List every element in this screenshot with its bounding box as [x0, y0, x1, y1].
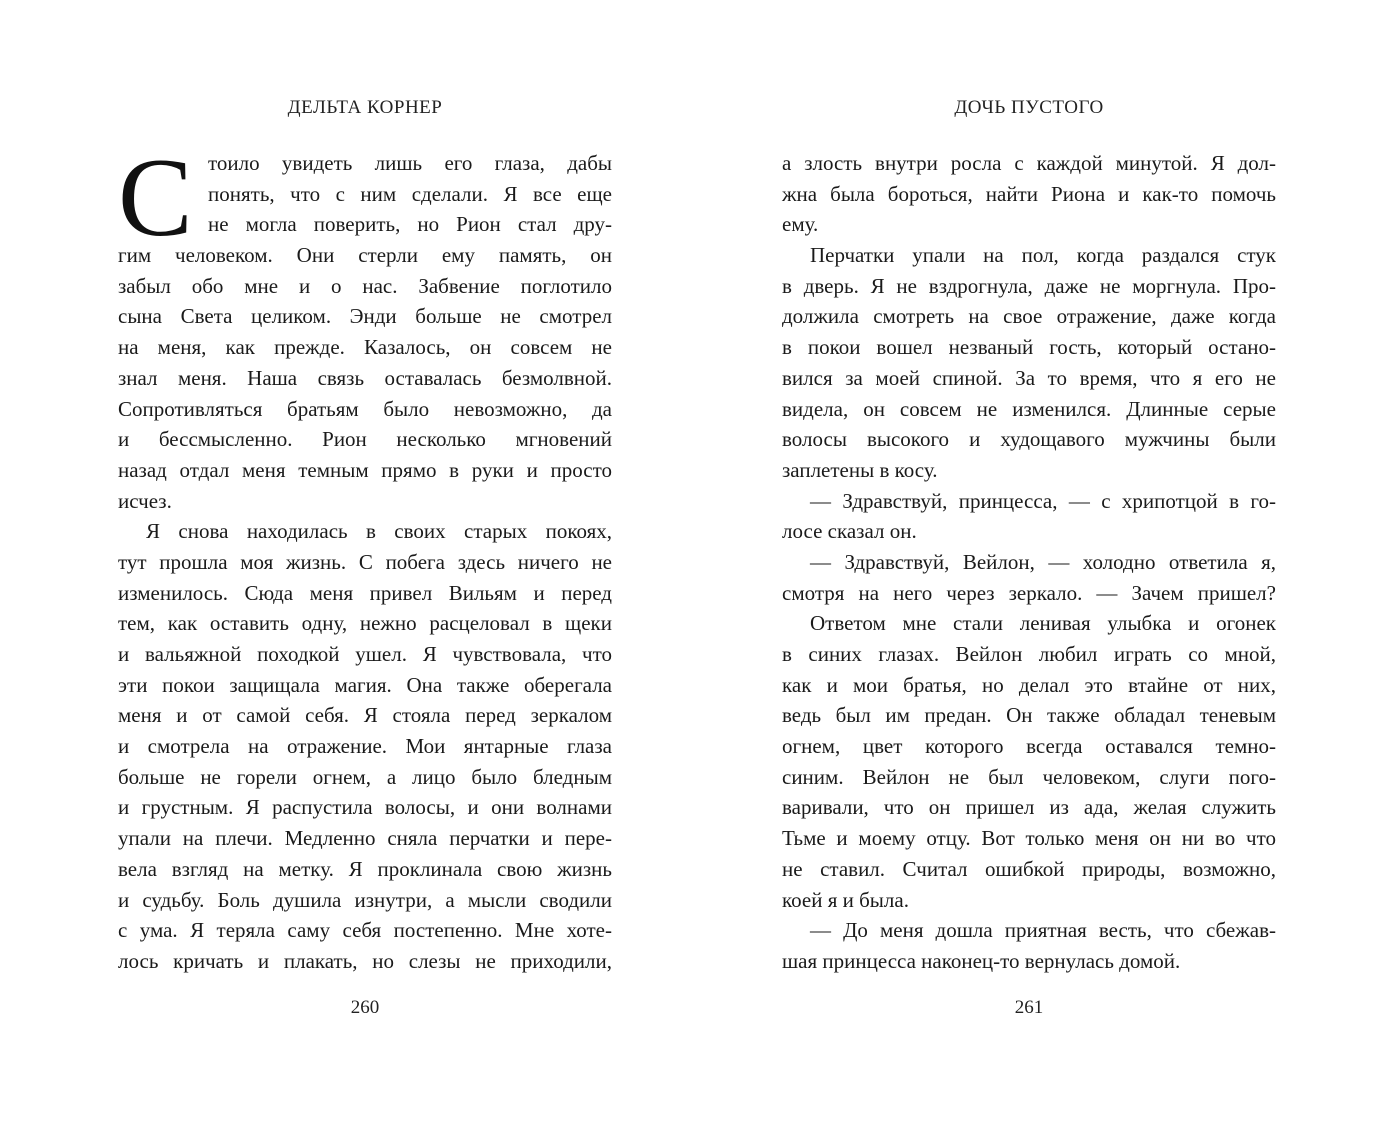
text-line: и вальяжной походкой ушел. Я чувствовала, что — [118, 642, 612, 666]
text-line: а злость внутри росла с каждой минутой. Я дол- — [782, 151, 1276, 175]
text-line: синим. Вейлон не был человеком, слуги пого- — [782, 764, 1276, 789]
text-line: назад отдал меня темным прямо в руки и просто — [118, 457, 612, 482]
running-head-left: ДЕЛЬТА КОРНЕР — [287, 97, 443, 118]
text-line: лось кричать и плакать, но слезы не приходили, — [118, 948, 612, 973]
text-line: с ума. Я теряла саму себя постепенно. Мне хоте- — [118, 918, 612, 943]
text-line: ему. — [782, 212, 819, 237]
left-page — [118, 0, 612, 1125]
text-line: вился за моей спиной. За то время, что я его не — [782, 365, 1276, 390]
text-line: Ответом мне стали ленивая улыбка и огонек — [810, 611, 1276, 636]
text-line: меня и от самой себя. Я стояла перед зеркалом — [118, 703, 612, 728]
text-line: Тьме и моему отцу. Вот только меня он ни во что — [782, 826, 1276, 851]
text-line: — До меня дошла приятная весть, что сбежав- — [810, 918, 1276, 943]
text-line: — Здравствуй, Вейлон, — холодно ответила я, — [810, 549, 1276, 574]
text-line: ведь был им предан. Он также обладал теневым — [782, 703, 1276, 728]
text-line: лосе сказал он. — [782, 519, 917, 544]
text-line: не ставил. Считал ошибкой природы, возможно, — [782, 856, 1276, 881]
text-line: волосы высокого и худощавого мужчины были — [782, 427, 1276, 452]
text-line: Сопротивляться братьям было невозможно, да — [118, 396, 612, 421]
text-line: тоило увидеть лишь его глаза, дабы — [208, 151, 612, 175]
text-line: должила смотреть на свое отражение, даже когда — [782, 304, 1276, 329]
text-line: смотря на него через зеркало. — Зачем пришел? — [782, 580, 1276, 605]
text-line: гим человеком. Они стерли ему память, он — [118, 243, 612, 268]
text-line: в дверь. Я не вздрогнула, даже не моргнула. Про- — [782, 273, 1276, 298]
text-line: коей я и была. — [782, 887, 909, 912]
text-line: понять, что с ним сделали. Я все еще — [208, 181, 612, 206]
text-line: забыл обо мне и о нас. Забвение поглотило — [118, 273, 612, 298]
text-line: в покои вошел незваный гость, который остано- — [782, 335, 1276, 360]
text-line: в синих глазах. Вейлон любил играть со мной, — [782, 642, 1276, 666]
text-line: заплетены в косу. — [782, 457, 938, 482]
text-line: знал меня. Наша связь оставалась безмолвной. — [118, 365, 612, 390]
text-line: больше не горели огнем, а лицо было бледным — [118, 764, 612, 789]
left-page-text — [118, 148, 612, 977]
text-line: тут прошла моя жизнь. С побега здесь ничего не — [118, 549, 612, 574]
text-line: упали на плечи. Медленно сняла перчатки и пере- — [118, 826, 612, 851]
text-line: Перчатки упали на пол, когда раздался стук — [810, 243, 1276, 268]
text-line: и судьбу. Боль душила изнутри, а мысли сводили — [118, 887, 612, 912]
text-line: не могла поверить, но Рион стал дру- — [208, 212, 612, 237]
text-line: исчез. — [118, 488, 172, 513]
text-line: Я снова находилась в своих старых покоях, — [146, 519, 612, 544]
text-line: сына Света целиком. Энди больше не смотрел — [118, 304, 612, 329]
right-page-text — [782, 148, 1276, 977]
page-number-right: 261 — [1014, 997, 1044, 1018]
text-line: эти покои защищала магия. Она также оберегала — [118, 672, 612, 697]
text-line: и бессмысленно. Рион несколько мгновений — [118, 427, 612, 452]
text-line: вела взгляд на метку. Я проклинала свою жизнь — [118, 856, 612, 881]
text-line: как и мои братья, но делал это втайне от них, — [782, 672, 1276, 697]
text-line: тем, как оставить одну, нежно расцеловал в щеки — [118, 611, 612, 636]
text-line: варивали, что он пришел из ада, желая служить — [782, 795, 1276, 820]
text-line: огнем, цвет которого всегда оставался темно- — [782, 734, 1276, 759]
text-line: видела, он совсем не изменился. Длинные серые — [782, 396, 1276, 421]
text-line: и грустным. Я распустила волосы, и они волнами — [118, 795, 612, 820]
text-line: на меня, как прежде. Казалось, он совсем не — [118, 335, 612, 360]
right-page — [782, 0, 1276, 1125]
text-line: шая принцесса наконец-то вернулась домой. — [782, 948, 1181, 973]
text-line: — Здравствуй, принцесса, — с хрипотцой в го- — [810, 488, 1276, 513]
text-line: и смотрела на отражение. Мои янтарные глаза — [118, 734, 612, 759]
text-line: жна была бороться, найти Риона и как-то помочь — [782, 181, 1276, 206]
page-number-left: 260 — [350, 997, 380, 1018]
text-line: изменилось. Сюда меня привел Вильям и перед — [118, 580, 612, 605]
drop-cap: С — [118, 136, 193, 260]
running-head-right: ДОЧЬ ПУСТОГО — [954, 97, 1104, 118]
